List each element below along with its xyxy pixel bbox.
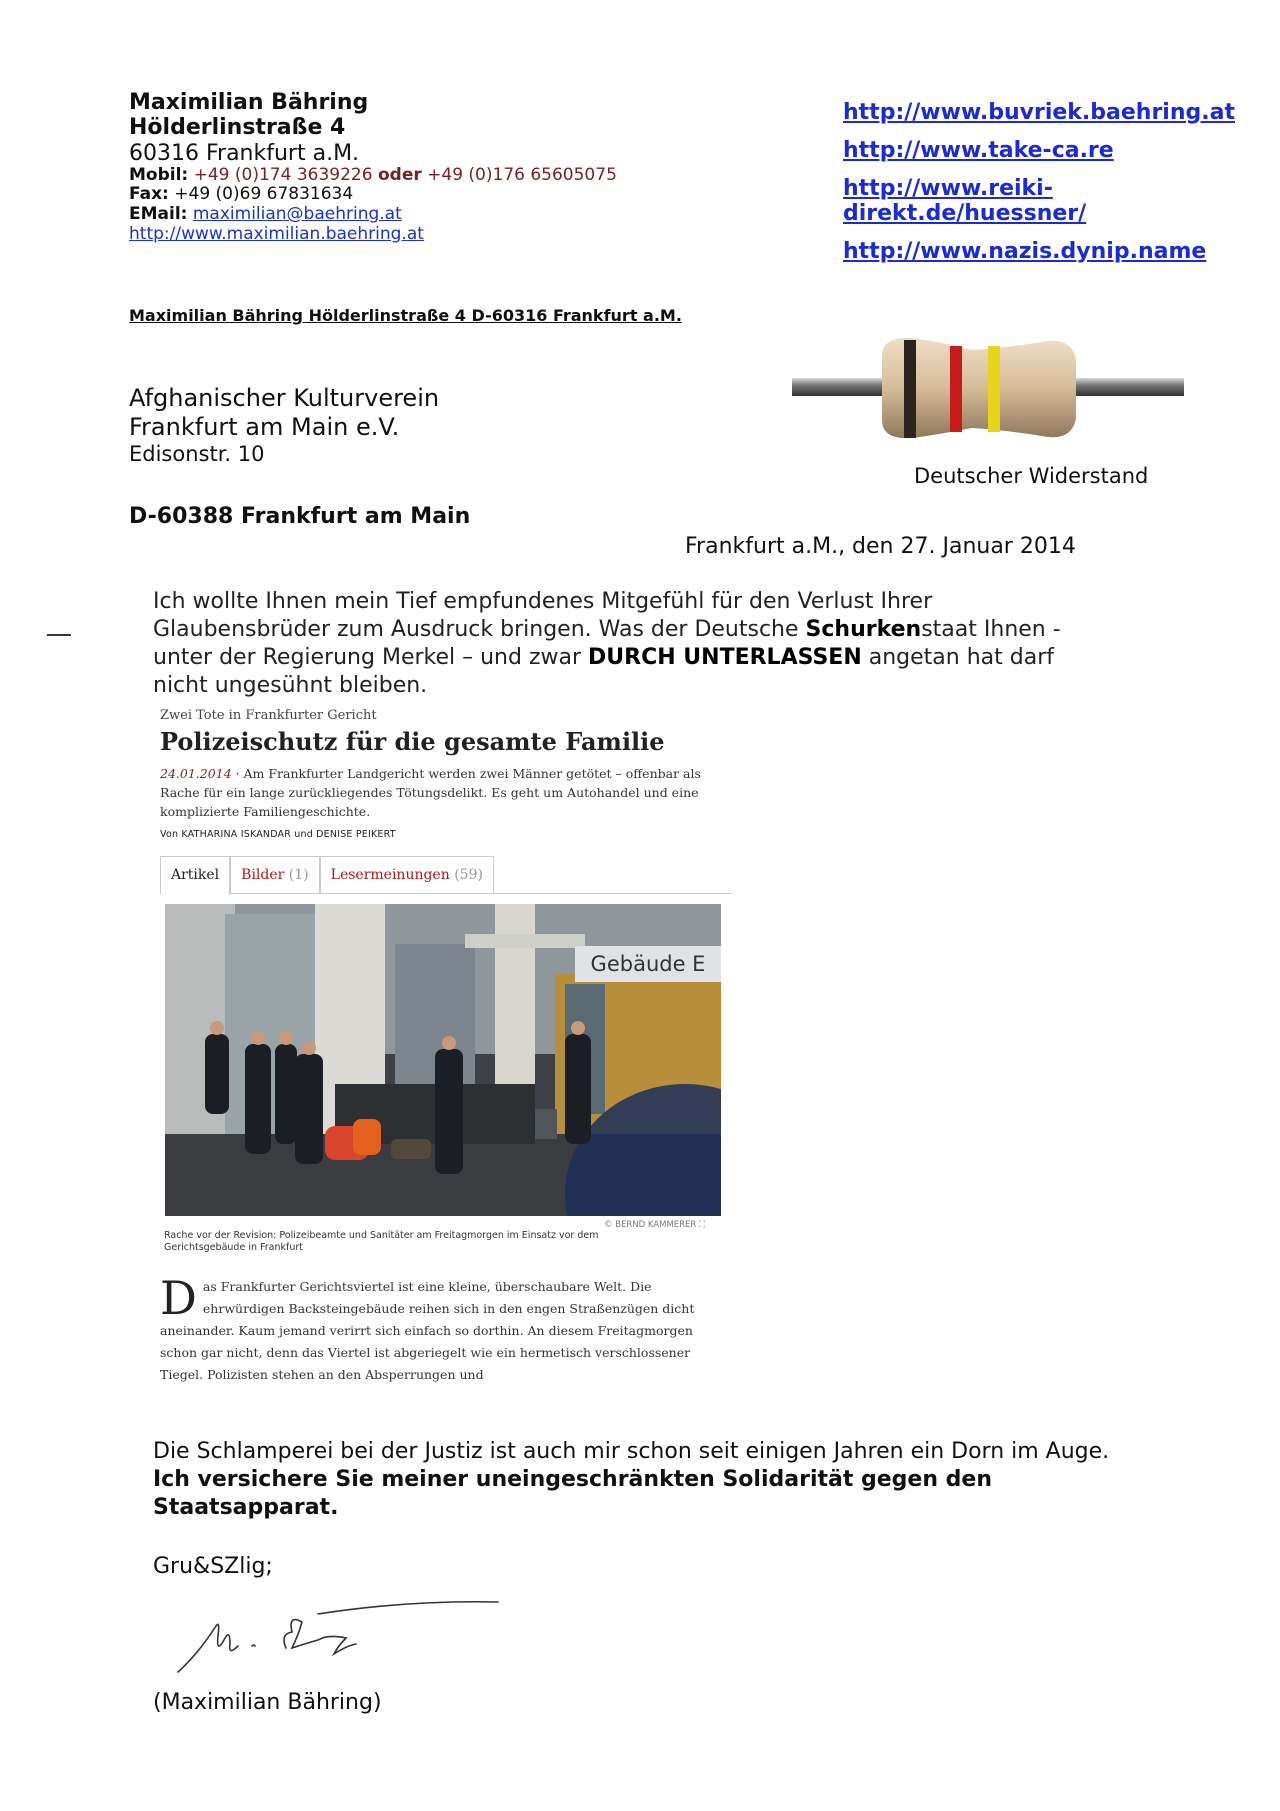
band-yellow xyxy=(988,346,1000,432)
link-reiki-direkt[interactable]: http://www.reiki-direkt.de/huessner/ xyxy=(843,176,1087,226)
return-address-line: Maximilian Bähring Hölderlinstraße 4 D-60316 Frankfurt a.M. xyxy=(129,306,682,325)
clipping-byline: Von KATHARINA ISKANDAR und DENISE PEIKERT xyxy=(160,829,396,840)
para2-line1: Die Schlamperei bei der Justiz ist auch mir schon seit einigen Jahren ein Dorn im Auge. xyxy=(153,1439,1110,1464)
tab-bilder-count: (1) xyxy=(288,867,309,883)
para1-text-3: angetan hat darf nicht ungesühnt bleiben. xyxy=(153,645,1054,698)
recipient-city: D-60388 Frankfurt am Main xyxy=(129,504,471,529)
clipping-teaser-text: · Am Frankfurter Landgericht werden zwei Männer getötet – offenbar als Rache für ein lange zurückliegendes Tötungsdelikt. Es geht um Autohandel und eine komplizierte Familiengeschichte. xyxy=(160,766,701,819)
margin-fold-mark xyxy=(47,634,71,636)
sender-mobile xyxy=(129,166,617,186)
resistor-caption: Deutscher Widerstand xyxy=(914,464,1149,488)
email-label: EMail: xyxy=(129,203,188,224)
mobile-oder: oder xyxy=(377,164,422,185)
clipping-body xyxy=(160,1271,720,1386)
sender-email xyxy=(129,205,617,225)
recipient-block xyxy=(129,384,439,467)
greeting: Gru&SZlig; xyxy=(153,1554,273,1579)
tab-bilder[interactable] xyxy=(230,856,319,894)
fax-label: Fax: xyxy=(129,184,169,205)
tab-lesermeinungen[interactable] xyxy=(320,856,494,894)
link-take-care[interactable]: http://www.take-ca.re xyxy=(843,138,1114,163)
photo-sign-gebaeude-e: Gebäude E xyxy=(575,946,721,982)
recipient-line1: Afghanischer Kulturverein xyxy=(129,384,440,412)
band-red xyxy=(950,346,962,432)
link-nazis-dynip[interactable]: http://www.nazis.dynip.name xyxy=(843,239,1207,264)
link-buvriek[interactable]: http://www.buvriek.baehring.at xyxy=(843,100,1235,125)
mobile-number-1: +49 (0)174 3639226 xyxy=(193,164,373,185)
recipient-street: Edisonstr. 10 xyxy=(129,441,265,466)
tab-artikel-label: Artikel xyxy=(171,867,220,883)
clipping-title: Polizeischutz für die gesamte Familie xyxy=(160,727,665,756)
para1-text-1: Ich wollte Ihnen mein Tief empfundenes Mitgefühl für den Verlust Ihrer Glaubensbrüder zum Ausdruck bringen. Was der Deutsche xyxy=(153,589,933,642)
sender-city: 60316 Frankfurt a.M. xyxy=(129,140,360,166)
clipping-kicker: Zwei Tote in Frankfurter Gericht xyxy=(160,708,377,723)
sender-street: Hölderlinstraße 4 xyxy=(129,115,346,141)
mobile-number-2: +49 (0)176 65605075 xyxy=(427,164,617,185)
clipping-teaser xyxy=(160,764,734,821)
news-photo xyxy=(165,904,721,1216)
website-link[interactable]: http://www.maximilian.baehring.at xyxy=(129,223,424,244)
fax-number: +49 (0)69 67831634 xyxy=(174,184,354,205)
tab-artikel[interactable] xyxy=(160,856,230,895)
photo-credit xyxy=(160,1220,705,1230)
resistor-image xyxy=(792,326,1184,450)
date-line: Frankfurt a.M., den 27. Januar 2014 xyxy=(685,534,1076,559)
recipient-line2: Frankfurt am Main e.V. xyxy=(129,412,400,441)
clipping-tabs xyxy=(160,856,732,894)
newspaper-clipping xyxy=(160,708,734,1386)
band-black xyxy=(904,340,916,438)
sender-website xyxy=(129,225,617,245)
tab-lesermeinungen-count: (59) xyxy=(454,867,483,883)
tab-lesermeinungen-label: Lesermeinungen xyxy=(330,867,450,883)
paragraph-2 xyxy=(153,1438,1153,1522)
photo-credit-text: © BERND KAMMERER xyxy=(603,1220,697,1230)
mobile-label: Mobil: xyxy=(129,164,189,185)
paragraph-1 xyxy=(153,588,1083,700)
handwritten-signature xyxy=(168,1574,508,1704)
closing-name: (Maximilian Bähring) xyxy=(153,1690,382,1715)
email-link[interactable]: maximilian@baehring.at xyxy=(192,203,402,224)
para1-bold-1: Schurken xyxy=(805,617,922,642)
clipping-date: 24.01.2014 xyxy=(160,766,232,781)
sender-fax xyxy=(129,185,617,205)
tab-bilder-label: Bilder xyxy=(241,867,285,883)
para1-bold-2: DURCH UNTERLASSEN xyxy=(588,645,862,670)
photo-caption: Rache vor der Revision: Polizeibeamte und Sanitäter am Freitagmorgen im Einsatz vor dem Gerichtsgebäude in Frankfurt xyxy=(164,1230,599,1253)
expand-icon[interactable]: ⛶ xyxy=(699,1220,705,1230)
link-list xyxy=(843,100,1280,277)
para2-line2: Ich versichere Sie meiner uneingeschränkten Solidarität gegen den Staatsapparat. xyxy=(153,1467,993,1520)
para1-text-2: staat Ihnen - unter der Regierung Merkel – und zwar xyxy=(153,617,1061,670)
clipping-body-text: as Frankfurter Gerichtsviertel ist eine kleine, überschaubare Welt. Die ehrwürdigen Backsteingebäude reihen sich in den engen Straßenzügen dicht aneinander. Kaum jemand verirrt sich einfach so dorthin. An diesem Freitagmorgen schon gar nicht, denn das Viertel ist abgeriegelt wie ein hermetisch verschlossener Tiegel. Polizisten stehen an den Absperrungen und xyxy=(160,1279,695,1382)
sender-block xyxy=(129,90,617,244)
dropcap: D xyxy=(160,1271,197,1325)
sender-name: Maximilian Bähring xyxy=(129,90,369,115)
